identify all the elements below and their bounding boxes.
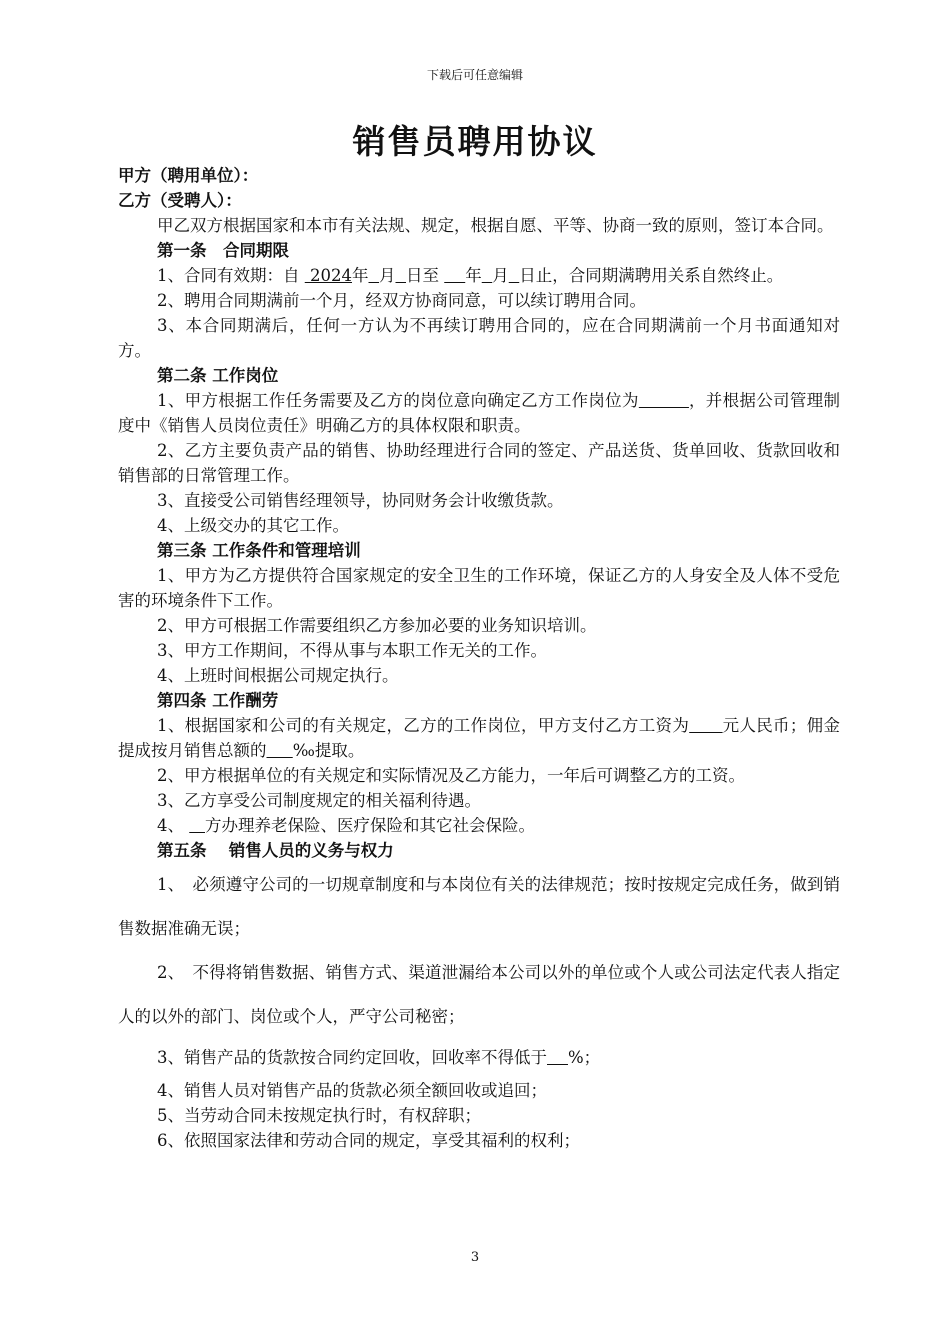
year-blank: 2024 — [304, 266, 352, 285]
article-2-clause-1: 1、甲方根据工作任务需要及乙方的岗位意向确定乙方工作岗位为 ，并根据公司管理制度中《销售人员岗位责任》明确乙方的具体权限和职责。 — [118, 391, 841, 435]
article-4-clause-1: 1、根据国家和公司的有关规定，乙方的工作岗位，甲方支付乙方工资为 元人民币；佣金提成按月销售总额的 ‰提取。 — [118, 716, 841, 760]
article-2-clause-2: 2、乙方主要负责产品的销售、协助经理进行合同的签定、产品送货、货单回收、货款回收和销售部的日常管理工作。 — [118, 441, 840, 485]
fill-blank — [444, 266, 465, 285]
article-5-clause-5: 5、当劳动合同未按规定执行时，有权辞职； — [157, 1106, 481, 1125]
article-3-clause-4: 4、上班时间根据公司规定执行。 — [157, 666, 399, 685]
preamble: 甲乙双方根据国家和本市有关法规、规定，根据自愿、平等、协商一致的原则，签订本合同。 — [157, 216, 834, 235]
article-3-clause-2: 2、甲方可根据工作需要组织乙方参加必要的业务知识培训。 — [157, 616, 597, 635]
article-2-clause-4: 4、上级交办的其它工作。 — [157, 516, 349, 535]
article-2-heading: 第二条 工作岗位 — [157, 366, 279, 385]
fill-blank — [396, 266, 407, 285]
page-number: 3 — [470, 1250, 480, 1265]
document-title: 销售员聘用协议 — [352, 122, 598, 161]
document-body — [118, 163, 840, 1153]
article-4-clause-3: 3、乙方享受公司制度规定的相关福利待遇。 — [157, 791, 481, 810]
fill-blank — [639, 391, 689, 410]
article-1-clause-3: 3、本合同期满后，任何一方认为不再续订聘用合同的，应在合同期满前一个月书面通知对方。 — [118, 316, 840, 360]
article-1-clause-1: 1、合同有效期：自 2024年 月 日至 年 月 日止，合同期满聘用关系自然终止。 — [157, 266, 784, 285]
article-4-clause-2: 2、甲方根据单位的有关规定和实际情况及乙方能力，一年后可调整乙方的工资。 — [157, 766, 745, 785]
article-5-heading: 第五条 销售人员的义务与权力 — [157, 841, 394, 860]
party-a-line: 甲方（聘用单位）： — [118, 166, 259, 185]
fill-blank — [482, 266, 493, 285]
article-5-clause-1: 1、 必须遵守公司的一切规章制度和与本岗位有关的法律规范；按时按规定完成任务，做到销售数据准确无误； — [118, 875, 840, 938]
page-header: 下载后可任意编辑 — [426, 68, 523, 82]
article-5-clause-2: 2、 不得将销售数据、销售方式、渠道泄漏给本公司以外的单位或个人或公司法定代表人指定人的以外的部门、岗位或个人，严守公司秘密； — [118, 963, 840, 1026]
fill-blank — [689, 716, 722, 735]
fill-blank — [189, 816, 205, 835]
article-1-heading: 第一条 合同期限 — [157, 241, 289, 260]
article-3-heading: 第三条 工作条件和管理培训 — [157, 541, 361, 560]
fill-blank — [547, 1048, 568, 1067]
party-b-line: 乙方（受聘人）： — [118, 191, 242, 210]
article-5-clause-6: 6、依照国家法律和劳动合同的规定，享受其福利的权利； — [157, 1131, 580, 1150]
fill-blank — [267, 741, 293, 760]
fill-blank — [369, 266, 380, 285]
article-4-heading: 第四条 工作酬劳 — [157, 691, 279, 710]
article-3-clause-1: 1、甲方为乙方提供符合国家规定的安全卫生的工作环境，保证乙方的人身安全及人体不受危害的环境条件下工作。 — [118, 566, 840, 610]
article-2-clause-3: 3、直接受公司销售经理领导，协同财务会计收缴货款。 — [157, 491, 564, 510]
fill-blank — [509, 266, 520, 285]
article-3-clause-3: 3、甲方工作期间，不得从事与本职工作无关的工作。 — [157, 641, 547, 660]
article-5-clause-4: 4、销售人员对销售产品的货款必须全额回收或追回； — [157, 1081, 547, 1100]
article-5-clause-3: 3、销售产品的货款按合同约定回收，回收率不得低于 %； — [157, 1048, 601, 1067]
article-1-clause-2: 2、聘用合同期满前一个月，经双方协商同意，可以续订聘用合同。 — [157, 291, 646, 310]
article-4-clause-4: 4、 方办理养老保险、医疗保险和其它社会保险。 — [157, 816, 535, 835]
